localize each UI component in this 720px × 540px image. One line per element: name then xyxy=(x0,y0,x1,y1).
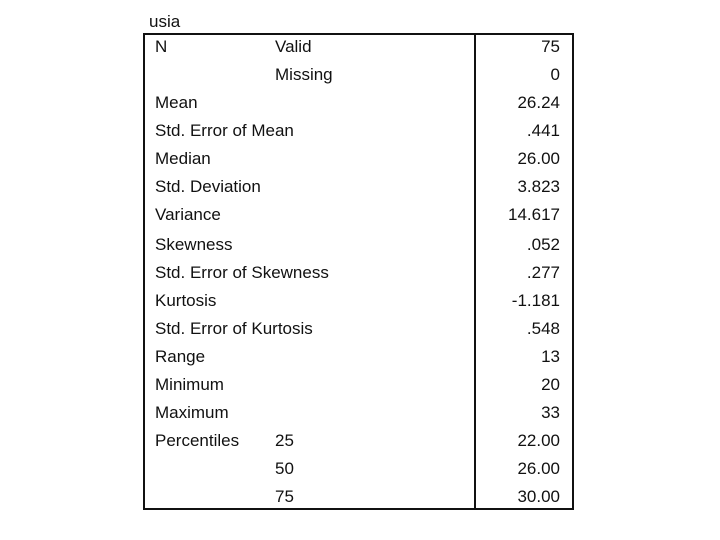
row-label: Minimum xyxy=(155,375,224,394)
row-value: 75 xyxy=(541,37,560,56)
table-row xyxy=(143,231,574,259)
row-sublabel: 50 xyxy=(275,459,294,478)
table-row xyxy=(143,33,574,61)
row-value: 20 xyxy=(541,375,560,394)
table-row xyxy=(143,259,574,287)
table-row xyxy=(143,117,574,145)
row-sublabel: Missing xyxy=(275,65,333,84)
table-row xyxy=(143,173,574,201)
row-label: Maximum xyxy=(155,403,229,422)
row-value: 3.823 xyxy=(517,177,560,196)
row-value: 13 xyxy=(541,347,560,366)
table-row xyxy=(143,61,574,89)
table-row xyxy=(143,427,574,455)
row-label: Std. Deviation xyxy=(155,177,261,196)
table-title: usia xyxy=(149,12,181,31)
table-row xyxy=(143,89,574,117)
row-value: .441 xyxy=(526,121,560,140)
row-value: 14.617 xyxy=(508,205,560,224)
row-value: 33 xyxy=(541,403,560,422)
table-row xyxy=(143,145,574,173)
row-value: 0 xyxy=(550,65,560,84)
row-label: Std. Error of Mean xyxy=(155,121,294,140)
row-label: Kurtosis xyxy=(155,291,217,310)
row-label: Percentiles xyxy=(155,431,240,450)
row-value: 26.00 xyxy=(517,149,560,168)
table-row xyxy=(143,371,574,399)
row-sublabel: 75 xyxy=(275,487,294,506)
row-value: 26.24 xyxy=(517,93,560,112)
row-label: Std. Error of Kurtosis xyxy=(155,319,313,338)
row-label: Std. Error of Skewness xyxy=(155,263,329,282)
row-value: 26.00 xyxy=(517,459,560,478)
table-row xyxy=(143,455,574,483)
row-value: -1.181 xyxy=(511,291,560,310)
table-row xyxy=(143,287,574,315)
row-label: Range xyxy=(155,347,206,366)
row-value: 30.00 xyxy=(517,487,560,506)
row-label: Median xyxy=(155,149,211,168)
table-row xyxy=(143,201,574,229)
row-value: .548 xyxy=(526,319,560,338)
table-row xyxy=(143,483,574,511)
row-value: .052 xyxy=(526,235,560,254)
row-value: 22.00 xyxy=(517,431,560,450)
row-sublabel: Valid xyxy=(275,37,312,56)
row-value: .277 xyxy=(526,263,560,282)
table-row xyxy=(143,343,574,371)
row-label: Variance xyxy=(155,205,221,224)
row-label: Mean xyxy=(155,93,198,112)
row-sublabel: 25 xyxy=(275,431,294,450)
table-row xyxy=(143,315,574,343)
row-label: Skewness xyxy=(155,235,233,254)
row-label: N xyxy=(155,37,168,56)
table-row xyxy=(143,399,574,427)
